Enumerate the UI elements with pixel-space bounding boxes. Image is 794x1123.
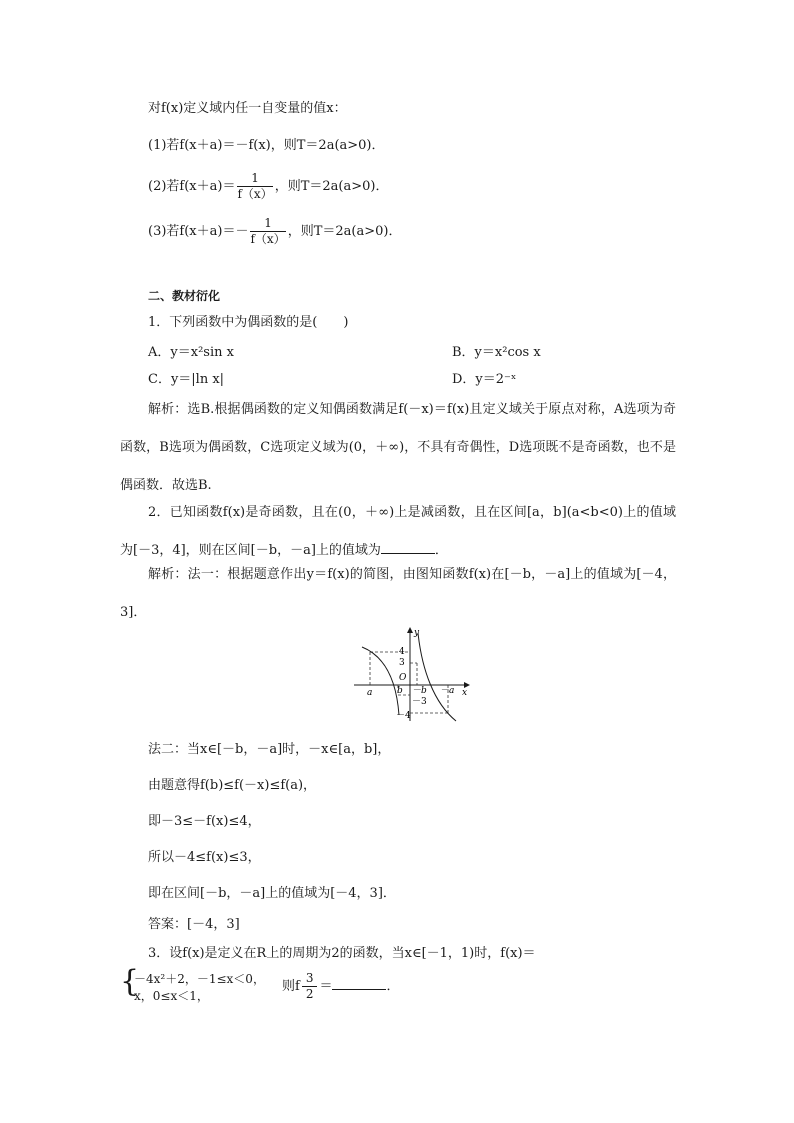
intro-text: 对f(x)定义域内任一自变量的值x： bbox=[148, 101, 347, 116]
label-x: x bbox=[462, 688, 468, 698]
q1-option-c: C．y＝|ln x| bbox=[148, 372, 225, 387]
rule-3-frac-den: f（x） bbox=[250, 232, 286, 246]
method2-line-3: 即－3≤－f(x)≤4， bbox=[148, 814, 261, 829]
q3-case-1: －4x²＋2，－1≤x＜0， bbox=[134, 972, 265, 986]
q2-stem-end: ． bbox=[434, 543, 448, 558]
y-axis-arrow-icon bbox=[407, 627, 413, 633]
rule-2 bbox=[148, 170, 388, 204]
q3-frac-den: 2 bbox=[305, 987, 314, 1001]
q2-analysis-method1: 解析：法一：根据题意作出y＝f(x)的简图，由图知函数f(x)在[－b，－a]上的值域为[－4，3]． bbox=[120, 567, 676, 620]
q3-fraction bbox=[302, 971, 318, 1002]
method2-line-1: 法二：当x∈[－b，－a]时，－x∈[a，b]， bbox=[148, 742, 391, 757]
rule-3-frac-num: 1 bbox=[250, 216, 285, 232]
method2-line-2: 由题意得f(b)≤f(－x)≤f(a)， bbox=[148, 778, 317, 793]
rule-3-expr: f(x＋a)＝－ bbox=[179, 224, 249, 239]
label-a: a bbox=[367, 688, 373, 698]
function-graph bbox=[352, 625, 474, 725]
curve-right bbox=[418, 633, 456, 721]
label-y: y bbox=[414, 628, 420, 638]
label-neg-a: －a bbox=[440, 686, 455, 696]
q1-analysis: 解析：选B.根据偶函数的定义知偶函数满足f(－x)＝f(x)且定义域关于原点对称，A选项为奇函数，B选项为偶函数，C选项定义域为(0，＋∞)，不具有奇偶性，D选项既不是奇函数，也不是偶函数．故选B. bbox=[120, 402, 676, 493]
q3-tail-pre: 则f bbox=[282, 979, 300, 994]
q1-stem: 1．下列函数中为偶函数的是( ) bbox=[148, 315, 349, 330]
rule-2-fraction bbox=[237, 171, 272, 202]
rule-3-tail: ，则T＝2a(a>0)． bbox=[287, 224, 402, 239]
rule-2-tail: ，则T＝2a(a>0)． bbox=[274, 179, 389, 194]
rule-1-tail: ，则T＝2a(a>0)． bbox=[270, 138, 385, 153]
curve-left bbox=[362, 647, 399, 715]
section-heading: 二、教材衍化 bbox=[148, 289, 221, 303]
rule-2-label: (2)若 bbox=[148, 179, 180, 194]
label-neg-4: －4 bbox=[396, 711, 411, 721]
q3-frac-num: 3 bbox=[302, 971, 318, 987]
rule-2-expr: f(x＋a)＝ bbox=[179, 179, 236, 194]
method2-line-5: 即在区间[－b，－a]上的值域为[－4，3]． bbox=[148, 886, 396, 901]
rule-1-label: (1)若 bbox=[148, 138, 180, 153]
rule-2-frac-den: f（x） bbox=[237, 187, 273, 201]
q2-stem-text: 2．已知函数f(x)是奇函数，且在(0，＋∞)上是减函数，且在区间[a，b](a<b<0)上的值域为[－3，4]，则在区间[－b，－a]上的值域为 bbox=[120, 505, 676, 558]
q3-tail bbox=[282, 970, 399, 1004]
rule-2-frac-num: 1 bbox=[237, 171, 272, 187]
rule-3-label: (3)若 bbox=[148, 224, 180, 239]
rule-1 bbox=[148, 137, 385, 155]
q3-case-2: x，0≤x＜1， bbox=[134, 989, 209, 1003]
label-neg-b: －b bbox=[412, 686, 427, 696]
q3-stem: 3．设f(x)是定义在R上的周期为2的函数，当x∈[－1，1)时，f(x)＝ bbox=[148, 946, 536, 961]
label-neg-3: －3 bbox=[412, 697, 427, 707]
label-origin: O bbox=[399, 673, 407, 683]
label-b: b bbox=[397, 686, 403, 696]
label-3: 3 bbox=[399, 658, 405, 668]
q3-tail-post: ＝ bbox=[319, 979, 333, 994]
function-graph-svg bbox=[352, 625, 474, 725]
method2-line-4: 所以－4≤f(x)≤3， bbox=[148, 850, 261, 865]
rule-1-expr: f(x＋a)＝－f(x) bbox=[179, 138, 271, 153]
q2-answer-blank bbox=[381, 541, 435, 554]
rule-3 bbox=[148, 215, 401, 249]
q2-answer: 答案：[－4，3] bbox=[148, 917, 240, 932]
rule-3-fraction bbox=[250, 216, 285, 247]
label-4: 4 bbox=[399, 647, 405, 657]
q1-option-a: A．y＝x²sin x bbox=[148, 345, 234, 360]
q1-option-d: D．y＝2⁻ˣ bbox=[452, 372, 517, 387]
q3-end: ． bbox=[386, 979, 400, 994]
q1-option-b: B．y＝x²cos x bbox=[452, 345, 541, 360]
q3-answer-blank bbox=[332, 977, 386, 990]
piecewise-brace-icon: { bbox=[120, 964, 140, 999]
